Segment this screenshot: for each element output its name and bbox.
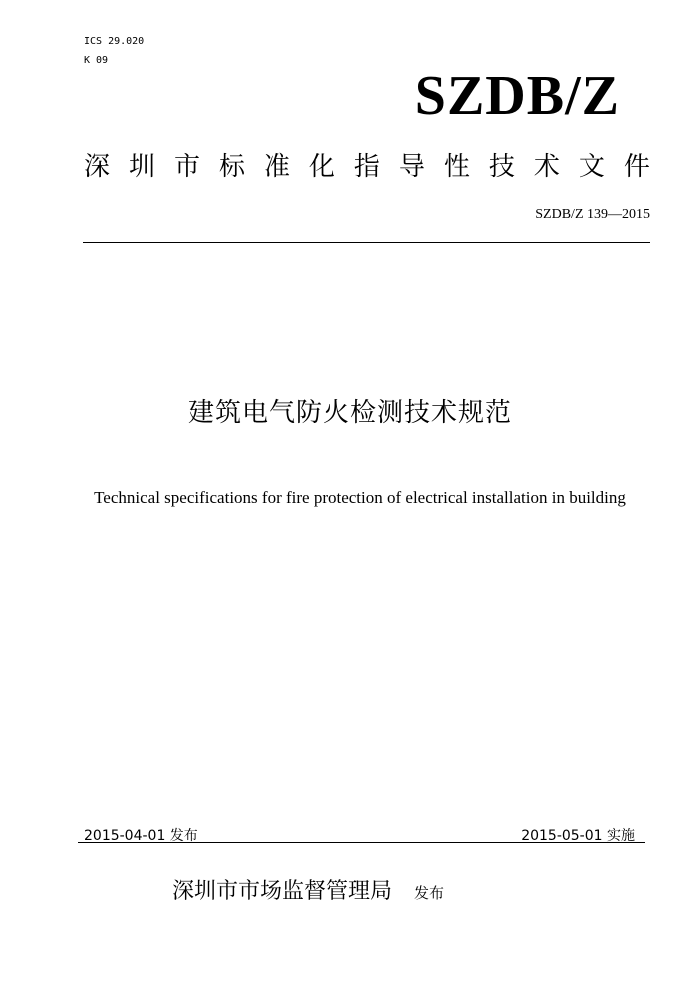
document-type-char: 化 xyxy=(308,152,335,182)
document-type-char: 标 xyxy=(218,152,245,182)
document-type-char: 技 xyxy=(488,152,515,182)
title-english: Technical specifications for fire protection of electrical installation in building xyxy=(94,488,626,507)
ics-code: ICS 29.020 xyxy=(84,36,145,47)
implementation-date: 2015-05-01 实施 xyxy=(521,828,635,844)
document-type-char: 件 xyxy=(623,152,650,182)
document-type-char: 圳 xyxy=(128,152,155,182)
document-type-char: 准 xyxy=(263,152,290,182)
document-type-char: 指 xyxy=(353,152,380,182)
document-type-char: 文 xyxy=(578,152,605,182)
document-type-char: 术 xyxy=(533,152,560,182)
document-type-char: 市 xyxy=(173,152,200,182)
footer-divider xyxy=(78,842,645,843)
publisher: 深圳市市场监督管理局 xyxy=(172,879,393,904)
publisher-line xyxy=(172,874,444,905)
issue-date: 2015-04-01 发布 xyxy=(84,828,198,844)
series-mark: SZDB/Z xyxy=(414,65,620,127)
title-chinese: 建筑电气防火检测技术规范 xyxy=(187,398,512,428)
document-type-char: 导 xyxy=(398,152,425,182)
document-type-char: 深 xyxy=(84,152,111,182)
publisher-suffix: 发布 xyxy=(414,884,445,902)
header-divider xyxy=(83,242,650,243)
document-type xyxy=(84,146,650,183)
document-type-char: 性 xyxy=(443,152,470,182)
classification-code: K 09 xyxy=(84,55,109,66)
document-number: SZDB/Z 139—2015 xyxy=(535,207,650,222)
